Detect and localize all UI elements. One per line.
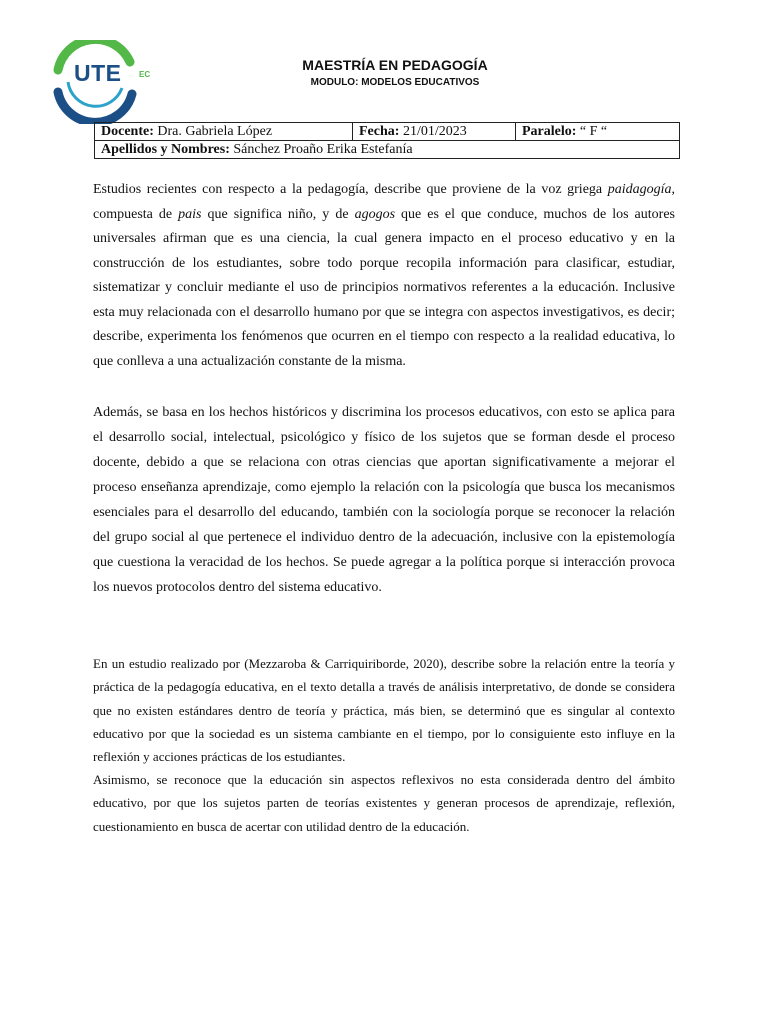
paragraph-3 [93, 652, 675, 768]
document-subtitle: MODULO: MODELOS EDUCATIVOS [310, 77, 480, 88]
docente-label: Docente: [101, 124, 154, 139]
paragraph-2 [93, 400, 675, 600]
logo-text: UTE [74, 60, 122, 86]
nombres-value: Sánchez Proaño Erika Estefanía [233, 142, 413, 157]
info-row-2 [95, 141, 680, 159]
paragraph-4-text: Asimismo, se reconoce que la educación sin aspectos reflexivos no esta considerada dentro del ámbito educativo, por que los sujetos parten de teorías existentes y generan procesos de aprendizaje, reflexión, cuestionamiento en busca de acertar con utilidad dentro de la educación. [93, 772, 675, 834]
paragraph-1-text [93, 178, 675, 374]
paragraph-1 [93, 178, 675, 374]
fecha-cell [353, 123, 516, 141]
docente-value: Dra. Gabriela López [157, 124, 273, 139]
p1-term-paidagogia: paidagogía [607, 182, 672, 197]
paragraph-4 [93, 768, 675, 838]
docente-cell [95, 123, 353, 141]
logo-country-code: EC [139, 70, 151, 79]
nombres-label: Apellidos y Nombres: [101, 142, 230, 157]
ute-logo [48, 40, 160, 124]
p1-term-agogos: agogos [354, 206, 396, 222]
paralelo-label: Paralelo: [522, 124, 577, 139]
fecha-label: Fecha: [359, 124, 400, 139]
p1-text-g: que es el que conduce, muchos de los autores universales afirman que es una ciencia, la cual genera impacto en el proceso educativo y en la construcción de los estudiantes, sobre todo porque recopila información para clasificar, estudiar, sistematizar y concluir mediante el uso de principios normativos referentes a la educación. Inclusive esta muy relacionada con el desarrollo humano por que se integra con aspectos investigativos, es decir; describe, experimenta los fenómenos que ocurren en el tiempo con respecto a la realidad educativa, lo que conlleva a una actualización constante de la misma. [93, 206, 675, 369]
document-title: MAESTRÍA EN PEDAGOGÍA [302, 57, 488, 73]
p1-text-a: Estudios recientes con respecto a la pedagogía, describe que proviene de la voz griega [93, 182, 608, 197]
paralelo-value: “ F “ [579, 124, 608, 139]
info-row-1 [95, 123, 680, 141]
paragraph-3-text: En un estudio realizado por (Mezzaroba & Carriquiriborde, 2020), describe sobre la relación entre la teoría y práctica de la pedagogía educativa, en el texto detalla a través de análisis interpretativo, de donde se considera que no existen estándares dentro de teoría y práctica, más bien, se determinó que es singular al contexto educativo por que la sociedad es un sistema cambiante en el tiempo, por lo consiguiente esto influye en la reflexión y acciones prácticas de los estudiantes. [93, 656, 675, 765]
p1-text-e: que significa niño, y de [201, 206, 355, 222]
p1-term-pais: pais [178, 206, 202, 222]
student-info-table [94, 122, 680, 159]
fecha-value: 21/01/2023 [402, 124, 467, 139]
paralelo-cell [516, 123, 680, 141]
paragraph-2-text: Además, se basa en los hechos históricos y discrimina los procesos educativos, con esto se aplica para el desarrollo social, intelectual, psicológico y físico de los sujetos que se forman desde el proceso docente, debido a que se relaciona con otras ciencias que aportan significativamente a mejorar el proceso enseñanza aprendizaje, como ejemplo la relación con la psicología que busca los mecanismos esenciales para el desarrollo del educando, también con la sociología porque se reconocer la relación del grupo social al que pertenece el individuo dentro de la adecuación, inclusive con la epistemología que cuestiona la veracidad de los hechos. Se puede agregar a la política porque si interacción provoca los nuevos protocolos dentro del sistema educativo. [93, 405, 675, 595]
p1-text-c: , compuesta de [93, 182, 675, 222]
nombres-cell [95, 141, 680, 159]
